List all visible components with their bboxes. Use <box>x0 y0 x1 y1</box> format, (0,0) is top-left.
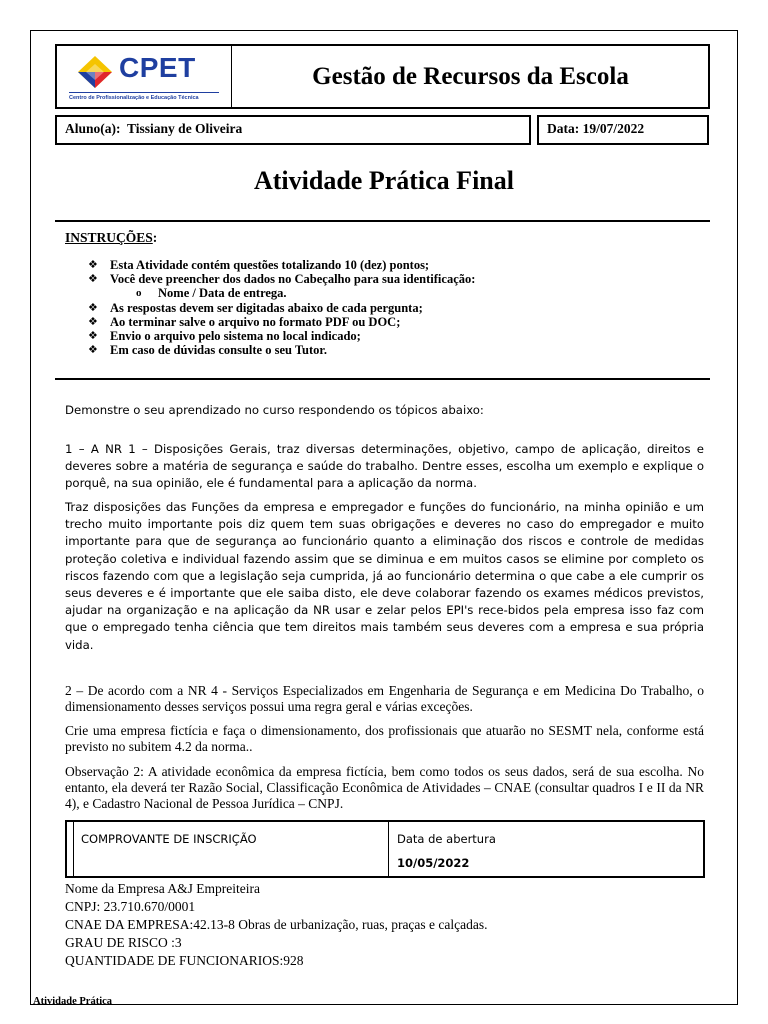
list-item: ❖ Em caso de dúvidas consulte o seu Tutor. <box>88 343 327 358</box>
document-header <box>55 44 710 109</box>
question-1: 1 – A NR 1 – Disposições Gerais, traz diversas determinações, objetivo, campo de aplicação, direitos e deveres sobre a matéria de segurança e saúde do trabalho. Dentre esses, escolha um exemplo e explique o porquê, na sua opinião, ele é fundamental para a aplicação da norma. <box>65 442 704 491</box>
registration-receipt-table <box>65 820 705 878</box>
diamond-bullet-icon: ❖ <box>88 314 98 328</box>
company-details <box>65 880 488 970</box>
company-cnpj: CNPJ: 23.710.670/0001 <box>65 899 196 914</box>
company-cnae: CNAE DA EMPRESA:42.13-8 Obras de urbanização, ruas, praças e calçadas. <box>65 917 488 932</box>
logo-tagline: Centro de Profissionalização e Educação Técnica <box>69 95 199 101</box>
page-title: Atividade Prática Final <box>254 166 514 195</box>
question-2: 2 – De acordo com a NR 4 - Serviços Especializados em Engenharia de Segurança e em Medicina Do Trabalho, o dimensionamento desses serviços possui uma regra geral e várias exceções. <box>65 683 704 715</box>
receipt-label: COMPROVANTE DE INSCRIÇÃO <box>81 832 257 846</box>
list-item: ❖ Esta Atividade contém questões totalizando 10 (dez) pontos; <box>88 258 430 272</box>
date-label: Data: <box>547 121 580 136</box>
divider-top <box>55 220 710 222</box>
instructions-heading: INSTRUÇÕES: <box>65 230 158 245</box>
student-field <box>55 115 531 145</box>
date-field <box>537 115 709 145</box>
answer-1: Traz disposições das Funções da empresa e empregador e funções do funcionário, na minha opinião e um trecho muito importante pois diz quem tem suas obrigações e deveres no caso do empregador e muito importante para que de segurança ao funcionário quanto a eliminação dos riscos e controle de medidas proteção coletiva e individual fazendo assim que se diminua e em muitos casos se elimine por completo os riscos fazendo com que a legislação seja cumprida, já ao funcionário determina o que cabe a ele cumprir os seus deveres e é importante que ele saiba disto, ele deve colaborar fazendo os exames médicos previstos, ajudar na organização e na aplicação da NR usar e zelar pelos EPI's rece-bidos pela empresa isso faz com que o empregado tenha ciência que tem direitos mais também seus deveres com a empresa e sua própria vida. <box>65 500 704 652</box>
circle-bullet-icon: o <box>136 287 142 300</box>
table-border <box>73 822 74 876</box>
student-name: Tissiany de Oliveira <box>127 121 243 136</box>
student-label: Aluno(a): <box>65 121 121 136</box>
list-item: ❖ Você deve preencher dos dados no Cabeçalho para sua identificação: <box>88 272 476 287</box>
logo-text: CPET <box>119 52 196 83</box>
company-name: Nome da Empresa A&J Empreiteira <box>65 881 260 896</box>
observation-text: Observação 2: A atividade econômica da empresa fictícia, bem como todos os seus dados, será de sua escolha. No entanto, ela deverá ter Razão Social, Classificação Econômica de Atividades – CNAE (consultar quadros I e II da NR 4), e Cadastro Nacional de Pessoa Jurídica – CNPJ. <box>65 764 704 812</box>
intro-text: Demonstre o seu aprendizado no curso respondendo os tópicos abaixo: <box>65 403 484 417</box>
instructions-list <box>88 258 688 357</box>
diamond-bullet-icon: ❖ <box>88 300 98 314</box>
list-item: ❖ As respostas devem ser digitadas abaixo de cada pergunta; <box>88 300 423 315</box>
diamond-bullet-icon: ❖ <box>88 343 98 357</box>
list-item: o Nome / Data de entrega. <box>136 286 287 301</box>
header-title: Gestão de Recursos da Escola <box>312 62 629 90</box>
opening-date-value: 10/05/2022 <box>397 856 470 870</box>
divider-bottom <box>55 378 710 380</box>
logo <box>57 46 232 107</box>
table-divider <box>388 822 389 876</box>
date-value: 19/07/2022 <box>582 121 645 136</box>
page-footer: Atividade Prática <box>33 996 113 1007</box>
question-2-task: Crie uma empresa fictícia e faça o dimensionamento, dos profissionais que atuarão no SESMT nela, conforme está previsto no subitem 4.2 da norma.. <box>65 723 704 755</box>
list-item: ❖ Envio o arquivo pelo sistema no local indicado; <box>88 329 361 344</box>
company-employee-count: QUANTIDADE DE FUNCIONARIOS:928 <box>65 953 304 968</box>
logo-divider <box>69 92 219 93</box>
diamond-bullet-icon: ❖ <box>88 329 98 343</box>
diamond-bullet-icon: ❖ <box>88 258 98 271</box>
opening-date-label: Data de abertura <box>397 832 496 846</box>
list-item: ❖ Ao terminar salve o arquivo no formato PDF ou DOC; <box>88 314 401 329</box>
diamond-bullet-icon: ❖ <box>88 272 98 286</box>
cpet-logo-icon <box>77 55 113 89</box>
company-risk-level: GRAU DE RISCO :3 <box>65 935 182 950</box>
